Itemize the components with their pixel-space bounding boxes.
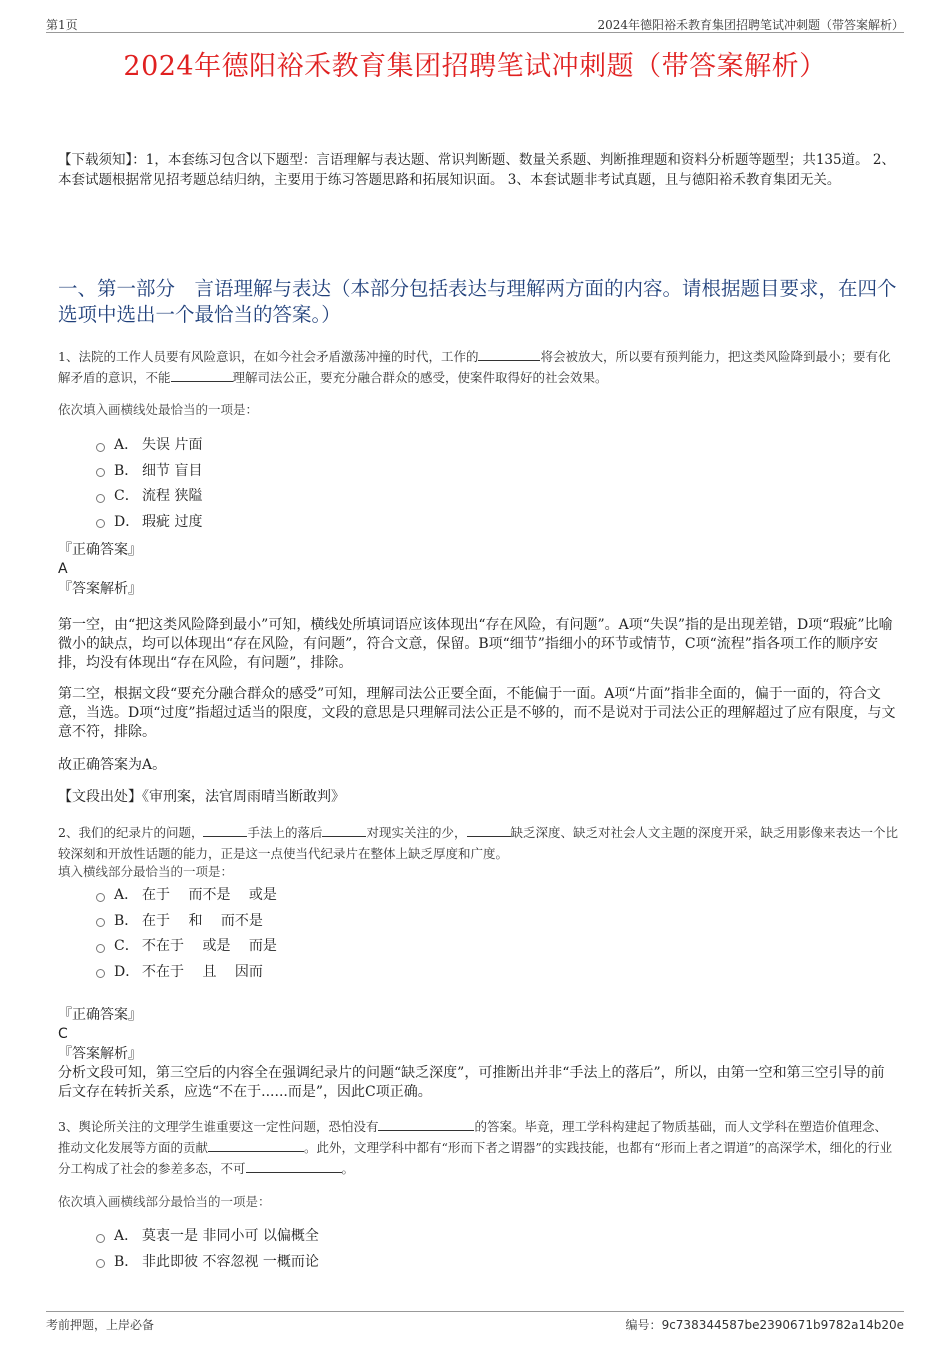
radio-icon[interactable] (96, 944, 105, 953)
q1-options (96, 433, 202, 535)
q1-option-c[interactable]: C． 流程 狭隘 (96, 484, 202, 510)
q2-option-c[interactable]: C． 不在于 或是 而是 (96, 934, 277, 960)
q1-option-d[interactable]: D． 瑕疵 过度 (96, 510, 202, 536)
q3-options (96, 1224, 319, 1275)
question-2-text: 2、我们的纪录片的问题， 手法上的落后 对现实关注的少， 缺乏深度、缺乏对社会人文主题的深度开采，缺乏用影像来表达一个比较深刻和开放性话题的能力，正是这一点使当代纪录片在整体上缺乏厚度和广度。 (58, 825, 899, 861)
q1-text-part3: 理解司法公正，要充分融合群众的感受，使案件取得好的社会效果。 (232, 370, 608, 385)
q2-options (96, 883, 277, 985)
q1-text-part1: 1、法院的工作人员要有风险意识，在如今社会矛盾激荡冲撞的时代，工作的 (58, 349, 479, 364)
radio-icon[interactable] (96, 918, 105, 927)
radio-icon[interactable] (96, 893, 105, 902)
radio-icon[interactable] (96, 969, 105, 978)
q1-source: 【文段出处】《审刑案，法官周雨晴当断敢判》 (58, 789, 345, 805)
q2-analysis-label: 『答案解析』 (58, 1046, 142, 1062)
q1-answer: A (58, 561, 68, 577)
section-heading: 一、第一部分 言语理解与表达（本部分包括表达与理解两方面的内容。请根据题目要求，在四个选项中选出一个最恰当的答案。） (58, 277, 897, 326)
q2-answer: C (58, 1026, 68, 1042)
q1-option-b[interactable]: B． 细节 盲目 (96, 459, 202, 485)
q2-option-a[interactable]: A． 在于 而不是 或是 (96, 883, 277, 909)
q2-option-b[interactable]: B． 在于 和 而不是 (96, 909, 277, 935)
q1-blank-2 (171, 369, 233, 382)
q1-analysis-label: 『答案解析』 (58, 581, 142, 597)
q2-analysis-p1: 分析文段可知，第三空后的内容全在强调纪录片的问题“缺乏深度”，可推断出并非“手法上的落后”，所以，由第一空和第三空引导的前后文存在转折关系，应选“不在于......而是”，因此C项正确。 (58, 1065, 885, 1100)
radio-icon[interactable] (96, 494, 105, 503)
question-1-text (58, 346, 898, 388)
q1-text-part2: 将会被放大，所以要有预判能力，把这类风险降到最小；要有化解矛盾的意识，不能 (58, 349, 891, 385)
footer-code: 编号：9c738344587be2390671b9782a14b20e (625, 1318, 904, 1332)
page-number: 第1页 (46, 18, 78, 32)
download-notice: 【下载须知】：1，本套练习包含以下题型：言语理解与表达题、常识判断题、数量关系题、判断推理题和资料分析题等题型；共135道。 2、本套试题根据常见招考题总结归纳，主要用于练习答题思路和拓展知识面。 3、本套试题非考试真题，且与德阳裕禾教育集团无关。 (58, 152, 895, 188)
q2-prompt: 填入横线部分最恰当的一项是： (58, 864, 234, 879)
radio-icon[interactable] (96, 1234, 105, 1243)
q1-prompt: 依次填入画横线处最恰当的一项是： (58, 402, 259, 417)
q3-blank-3 (246, 1160, 342, 1173)
footer-slogan: 考前押题，上岸必备 (46, 1318, 155, 1332)
q2-option-d[interactable]: D． 不在于 且 因而 (96, 960, 277, 986)
header-doc-name: 2024年德阳裕禾教育集团招聘笔试冲刺题（带答案解析） (597, 18, 904, 32)
q3-blank-1 (378, 1118, 474, 1131)
radio-icon[interactable] (96, 519, 105, 528)
q2-blank-1 (203, 824, 247, 837)
q1-blank-1 (478, 348, 540, 361)
q3-blank-2 (208, 1139, 304, 1152)
q2-blank-3 (467, 824, 511, 837)
page-header (46, 14, 904, 33)
radio-icon[interactable] (96, 443, 105, 452)
q1-analysis-p3: 故正确答案为A。 (58, 757, 167, 773)
q1-analysis-p1: 第一空，由“把这类风险降到最小”可知，横线处所填词语应该体现出“存在风险，有问题”。A项“失误”指的是出现差错，D项“瑕疵”比喻微小的缺点，均可以体现出“存在风险，有问题”，符合文意，保留。B项“细节”指细小的环节或情节，C项“流程”指各项工作的顺序安排，均没有体现出“存在风险，有问题”，排除。 (58, 617, 893, 671)
page-footer (46, 1311, 904, 1332)
document-title: 2024年德阳裕禾教育集团招聘笔试冲刺题（带答案解析） (123, 51, 827, 82)
question-3-text: 3、舆论所关注的文理学生谁重要这一定性问题，恐怕没有 的答案。毕竟，理工学科构建起了物质基础，而人文学科在塑造价值理念、推动文化发展等方面的贡献 。此外，文理学科中都有“形而下者之谓器”的实践技能，也都有“形而上者之谓道”的高深学术，细化的行业分工构成了社会的参差多态，不可 。 (58, 1119, 893, 1176)
q3-prompt: 依次填入画横线部分最恰当的一项是： (58, 1194, 271, 1209)
q3-option-b[interactable]: B． 非此即彼 不容忽视 一概而论 (96, 1250, 319, 1276)
q1-answer-label: 『正确答案』 (58, 542, 142, 558)
q2-answer-label: 『正确答案』 (58, 1007, 142, 1023)
q1-option-a[interactable]: A． 失误 片面 (96, 433, 202, 459)
q3-option-a[interactable]: A． 莫衷一是 非同小可 以偏概全 (96, 1224, 319, 1250)
q2-blank-2 (322, 824, 366, 837)
radio-icon[interactable] (96, 468, 105, 477)
q1-analysis-p2: 第二空，根据文段“要充分融合群众的感受”可知，理解司法公正要全面，不能偏于一面。A项“片面”指非全面的，偏于一面的，符合文意，当选。D项“过度”指超过适当的限度，文段的意思是只理解司法公正是不够的，而不是说对于司法公正的理解超过了应有限度，与文意不符，排除。 (58, 686, 896, 740)
radio-icon[interactable] (96, 1259, 105, 1268)
